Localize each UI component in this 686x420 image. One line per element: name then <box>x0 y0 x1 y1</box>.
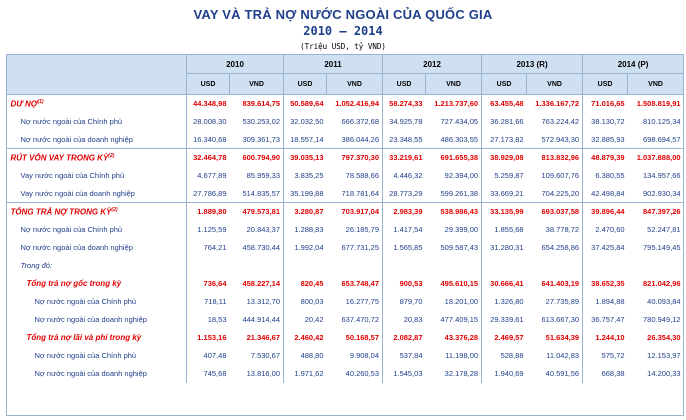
usd-value: 668,38 <box>583 365 628 383</box>
vnd-value: 704.225,20 <box>541 188 580 198</box>
usd-value: 18.557,14 <box>284 131 327 149</box>
usd-value <box>482 257 527 275</box>
usd-header: USD <box>187 74 230 95</box>
vnd-value: 654.258,86 <box>541 243 580 252</box>
row-label-text: Nợ nước ngoài của doanh nghiệp <box>20 134 133 144</box>
vnd-value: 18.201,00 <box>444 297 479 306</box>
usd-value: 1.545,03 <box>383 365 426 383</box>
table-row <box>7 239 684 257</box>
usd-value: 1.855,68 <box>482 221 527 239</box>
usd-value: 1.244,10 <box>583 329 628 347</box>
row-label-text: Nợ nước ngoài của doanh nghiệp <box>20 243 133 252</box>
usd-value <box>383 257 426 275</box>
vnd-value: 599.261,38 <box>440 188 479 198</box>
usd-value: 718,11 <box>187 293 230 311</box>
usd-value: 34.925,78 <box>383 113 426 131</box>
usd-value: 18,53 <box>187 311 230 329</box>
table-row <box>7 275 684 293</box>
usd-value: 1.326,80 <box>482 293 527 311</box>
year-header-row <box>7 55 684 74</box>
vnd-value: 795.149,45 <box>643 243 681 252</box>
vnd-value: 810.125,34 <box>643 117 681 126</box>
vnd-value: 600.794,90 <box>230 149 284 167</box>
vnd-value: 40.260,53 <box>345 369 380 378</box>
row-label-text: Vay nước ngoài của Chính phủ <box>20 171 125 180</box>
vnd-header: VND <box>426 74 482 95</box>
row-label-text: Nợ nước ngoài của Chính phủ <box>34 297 137 306</box>
row-label-text: Nợ nước ngoài của Chính phủ <box>20 117 123 126</box>
row-label <box>7 311 187 329</box>
row-label-text: Tổng trả nợ lãi và phí trong kỳ <box>26 333 142 342</box>
row-label <box>7 365 187 383</box>
usd-value: 3.280,87 <box>284 203 327 221</box>
usd-value: 31.280,31 <box>482 239 527 257</box>
row-label-text: Trong đó: <box>20 261 53 270</box>
usd-value: 42.498,84 <box>583 185 628 203</box>
usd-value: 1.889,80 <box>187 203 230 221</box>
vnd-value: 666.372,68 <box>341 117 380 126</box>
vnd-value: 1.037.888,00 <box>628 149 684 167</box>
usd-value: 800,03 <box>284 293 327 311</box>
vnd-value: 691.655,38 <box>426 149 482 167</box>
usd-value: 1.125,59 <box>187 221 230 239</box>
usd-value: 3.835,25 <box>284 167 327 185</box>
usd-value: 38.929,08 <box>482 149 527 167</box>
table-row <box>7 347 684 365</box>
vnd-value: 763.224,42 <box>541 117 580 126</box>
usd-value: 27.173,82 <box>482 131 527 149</box>
row-label-text: RÚT VỐN VAY TRONG KỲ <box>10 153 109 163</box>
row-label-text: Nợ nước ngoài của doanh nghiệp <box>34 315 147 324</box>
table-row <box>7 167 684 185</box>
usd-value: 32.464,78 <box>187 149 230 167</box>
table-row <box>7 257 684 275</box>
vnd-value: 458.730,44 <box>242 243 281 252</box>
vnd-value: 797.370,30 <box>327 149 383 167</box>
usd-value: 28.773,29 <box>383 185 426 203</box>
table-row <box>7 221 684 239</box>
vnd-header: VND <box>527 74 583 95</box>
vnd-value: 1.052.416,94 <box>335 99 380 109</box>
usd-value <box>187 257 230 275</box>
usd-header: USD <box>383 74 426 95</box>
vnd-value: 27.735,89 <box>545 297 580 306</box>
vnd-value: 613.667,30 <box>541 315 580 324</box>
vnd-header: VND <box>327 74 383 95</box>
usd-value: 36.281,66 <box>482 113 527 131</box>
usd-value: 1.153,16 <box>187 329 230 347</box>
vnd-value: 85.959,33 <box>246 171 281 180</box>
vnd-value: 7.530,67 <box>250 351 281 360</box>
usd-value: 33.219,61 <box>383 149 426 167</box>
year-header: 2013 (R) <box>482 55 583 74</box>
usd-value: 58.274,33 <box>383 95 426 113</box>
year-header: 2010 <box>187 55 284 74</box>
row-label-text: Tổng trả nợ gốc trong kỳ <box>26 279 122 288</box>
vnd-value: 92.394,00 <box>444 171 479 180</box>
vnd-value: 477.409,15 <box>440 315 479 324</box>
usd-value: 44.348,98 <box>187 95 230 113</box>
vnd-value: 653.748,47 <box>341 279 380 288</box>
vnd-value: 572.943,30 <box>541 134 580 144</box>
usd-value: 20,42 <box>284 311 327 329</box>
usd-value: 488,80 <box>284 347 327 365</box>
vnd-value: 13.816,00 <box>246 369 281 378</box>
usd-value: 30.666,41 <box>482 275 527 293</box>
row-label <box>7 203 187 221</box>
usd-value: 2.470,60 <box>583 221 628 239</box>
usd-header: USD <box>482 74 527 95</box>
row-label <box>7 221 187 239</box>
usd-value: 1.971,62 <box>284 365 327 383</box>
usd-value: 1.417,54 <box>383 221 426 239</box>
usd-value: 28.008,30 <box>187 113 230 131</box>
table-row <box>7 131 684 149</box>
table-row <box>7 149 684 167</box>
row-label-text: Nợ nước ngoài của Chính phủ <box>34 351 137 360</box>
vnd-header: VND <box>230 74 284 95</box>
table-row <box>7 113 684 131</box>
vnd-value <box>527 257 583 275</box>
vnd-value: 698.694,57 <box>643 134 681 144</box>
table-row <box>7 365 684 383</box>
usd-value: 407,48 <box>187 347 230 365</box>
usd-value: 32.032,50 <box>284 113 327 131</box>
vnd-value: 26.354,30 <box>647 333 681 342</box>
vnd-value: 109.607,76 <box>541 171 580 180</box>
usd-value: 900,53 <box>383 275 426 293</box>
row-label <box>7 239 187 257</box>
usd-value: 1.565,85 <box>383 239 426 257</box>
vnd-value <box>230 257 284 275</box>
vnd-value: 821.042,96 <box>643 279 681 288</box>
usd-value: 2.983,39 <box>383 203 426 221</box>
vnd-value: 637.470,72 <box>341 315 380 324</box>
year-header: 2012 <box>383 55 482 74</box>
usd-value: 38.130,72 <box>583 113 628 131</box>
usd-value <box>284 257 327 275</box>
usd-value: 1.894,88 <box>583 293 628 311</box>
usd-value: 736,64 <box>187 275 230 293</box>
vnd-value: 486.303,55 <box>440 134 479 144</box>
vnd-value: 641.403,19 <box>541 279 580 288</box>
vnd-value: 38.778,72 <box>545 225 580 234</box>
vnd-value: 1.508.819,91 <box>636 99 681 109</box>
row-label <box>7 95 187 113</box>
vnd-value: 134.957,66 <box>643 171 681 180</box>
vnd-value <box>426 257 482 275</box>
vnd-value: 677.731,25 <box>341 243 380 252</box>
row-label <box>7 185 187 203</box>
usd-value: 36.757,47 <box>583 311 628 329</box>
vnd-value: 1.213.737,60 <box>434 99 479 109</box>
vnd-value: 495.610,15 <box>440 279 479 288</box>
usd-value: 2.460,42 <box>284 329 327 347</box>
usd-value: 820,45 <box>284 275 327 293</box>
vnd-value: 40.591,56 <box>545 369 580 378</box>
vnd-value: 703.917,04 <box>327 203 383 221</box>
usd-value: 33.669,21 <box>482 185 527 203</box>
usd-value: 29.339,61 <box>482 311 527 329</box>
vnd-value: 78.588,66 <box>345 171 380 180</box>
row-label <box>7 149 187 167</box>
usd-value: 50.589,64 <box>284 95 327 113</box>
usd-value: 1.940,69 <box>482 365 527 383</box>
usd-value: 764,21 <box>187 239 230 257</box>
vnd-value: 40.093,84 <box>647 297 681 306</box>
vnd-value: 14.200,33 <box>647 369 681 378</box>
vnd-value: 693.037,58 <box>527 203 583 221</box>
debt-table <box>6 54 684 383</box>
usd-value: 32.885,93 <box>583 131 628 149</box>
vnd-value: 12.153,97 <box>647 351 681 360</box>
table-row <box>7 293 684 311</box>
vnd-value: 50.168,57 <box>345 333 380 342</box>
year-header: 2011 <box>284 55 383 74</box>
usd-value: 5.259,87 <box>482 167 527 185</box>
usd-value: 575,72 <box>583 347 628 365</box>
usd-value: 2.469,57 <box>482 329 527 347</box>
row-label <box>7 329 187 347</box>
usd-value: 16.340,68 <box>187 131 230 149</box>
unit-label: (Triệu USD, tỷ VND) <box>300 42 386 51</box>
usd-value: 1.288,83 <box>284 221 327 239</box>
row-label <box>7 257 187 275</box>
vnd-value: 52.247,81 <box>647 225 681 234</box>
vnd-header: VND <box>628 74 684 95</box>
footnote-marker: (2) <box>108 152 115 159</box>
usd-value: 537,84 <box>383 347 426 365</box>
vnd-value: 26.185,79 <box>345 225 380 234</box>
vnd-value: 20.843,37 <box>246 225 281 234</box>
row-label-text: TỔNG TRẢ NỢ TRONG KỲ <box>10 207 112 217</box>
vnd-value: 514.835,57 <box>242 188 281 198</box>
row-label-text: Vay nước ngoài của doanh nghiệp <box>20 188 135 198</box>
vnd-value: 1.336.167,72 <box>535 99 580 109</box>
usd-value: 71.016,65 <box>583 95 628 113</box>
usd-value: 4.446,32 <box>383 167 426 185</box>
usd-value: 879,70 <box>383 293 426 311</box>
usd-value: 23.348,55 <box>383 131 426 149</box>
label-header <box>7 55 187 95</box>
vnd-value: 727.434,05 <box>440 117 479 126</box>
usd-value: 35.199,88 <box>284 185 327 203</box>
row-label-text: Nợ nước ngoài của doanh nghiệp <box>34 369 147 378</box>
vnd-value: 718.781,64 <box>341 188 380 198</box>
vnd-value <box>628 257 684 275</box>
vnd-value: 902.930,34 <box>643 188 681 198</box>
table-row <box>7 203 684 221</box>
usd-header: USD <box>583 74 628 95</box>
vnd-value: 43.376,28 <box>444 333 479 342</box>
vnd-value: 21.346,67 <box>246 333 281 342</box>
usd-value: 33.135,99 <box>482 203 527 221</box>
usd-value: 4.677,89 <box>187 167 230 185</box>
vnd-value: 444.914,44 <box>242 315 281 324</box>
row-label <box>7 131 187 149</box>
vnd-value: 51.634,39 <box>545 333 580 342</box>
vnd-value: 16.277,75 <box>345 297 380 306</box>
row-label-text: Nợ nước ngoài của Chính phủ <box>20 225 123 234</box>
table-row <box>7 329 684 347</box>
footnote-marker: (2) <box>111 206 118 213</box>
row-label <box>7 113 187 131</box>
usd-value: 1.992,04 <box>284 239 327 257</box>
years-range: 2010 – 2014 <box>303 24 383 38</box>
usd-value: 20,83 <box>383 311 426 329</box>
vnd-value: 530.253,02 <box>242 117 281 126</box>
usd-value <box>583 257 628 275</box>
vnd-value: 847.397,26 <box>628 203 684 221</box>
footnote-marker: (1) <box>37 98 44 105</box>
usd-value: 6.380,55 <box>583 167 628 185</box>
vnd-value: 309.361,73 <box>242 134 281 144</box>
vnd-value: 780.949,12 <box>643 315 681 324</box>
usd-header: USD <box>284 74 327 95</box>
usd-value: 745,68 <box>187 365 230 383</box>
vnd-value <box>327 257 383 275</box>
usd-value: 38.652,35 <box>583 275 628 293</box>
row-label-text: DƯ NỢ <box>10 99 38 109</box>
vnd-value: 32.178,28 <box>444 369 479 378</box>
vnd-value: 29.399,00 <box>444 225 479 234</box>
row-label <box>7 347 187 365</box>
usd-value: 2.082,87 <box>383 329 426 347</box>
vnd-value: 538.986,43 <box>426 203 482 221</box>
usd-value: 48.879,39 <box>583 149 628 167</box>
vnd-value: 479.573,81 <box>230 203 284 221</box>
usd-value: 39.896,44 <box>583 203 628 221</box>
table-row <box>7 95 684 113</box>
usd-value: 528,88 <box>482 347 527 365</box>
usd-value: 63.455,48 <box>482 95 527 113</box>
vnd-value: 813.832,96 <box>527 149 583 167</box>
table-row <box>7 311 684 329</box>
row-label <box>7 275 187 293</box>
year-header: 2014 (P) <box>583 55 684 74</box>
vnd-value: 9.908,04 <box>349 351 380 360</box>
vnd-value: 11.198,00 <box>445 351 479 360</box>
vnd-value: 386.044,26 <box>341 134 380 144</box>
row-label <box>7 293 187 311</box>
table-row <box>7 185 684 203</box>
vnd-value: 458.227,14 <box>242 279 281 288</box>
vnd-value: 839.614,75 <box>242 99 281 109</box>
vnd-value: 509.587,43 <box>440 243 479 252</box>
usd-value: 39.035,13 <box>284 149 327 167</box>
vnd-value: 13.312,70 <box>246 297 281 306</box>
table-body <box>7 95 684 383</box>
usd-value: 37.425,84 <box>583 239 628 257</box>
vnd-value: 11.042,83 <box>546 351 580 360</box>
usd-value: 27.786,89 <box>187 185 230 203</box>
row-label <box>7 167 187 185</box>
page-title: VAY VÀ TRẢ NỢ NƯỚC NGOÀI CỦA QUỐC GIA <box>193 7 493 22</box>
